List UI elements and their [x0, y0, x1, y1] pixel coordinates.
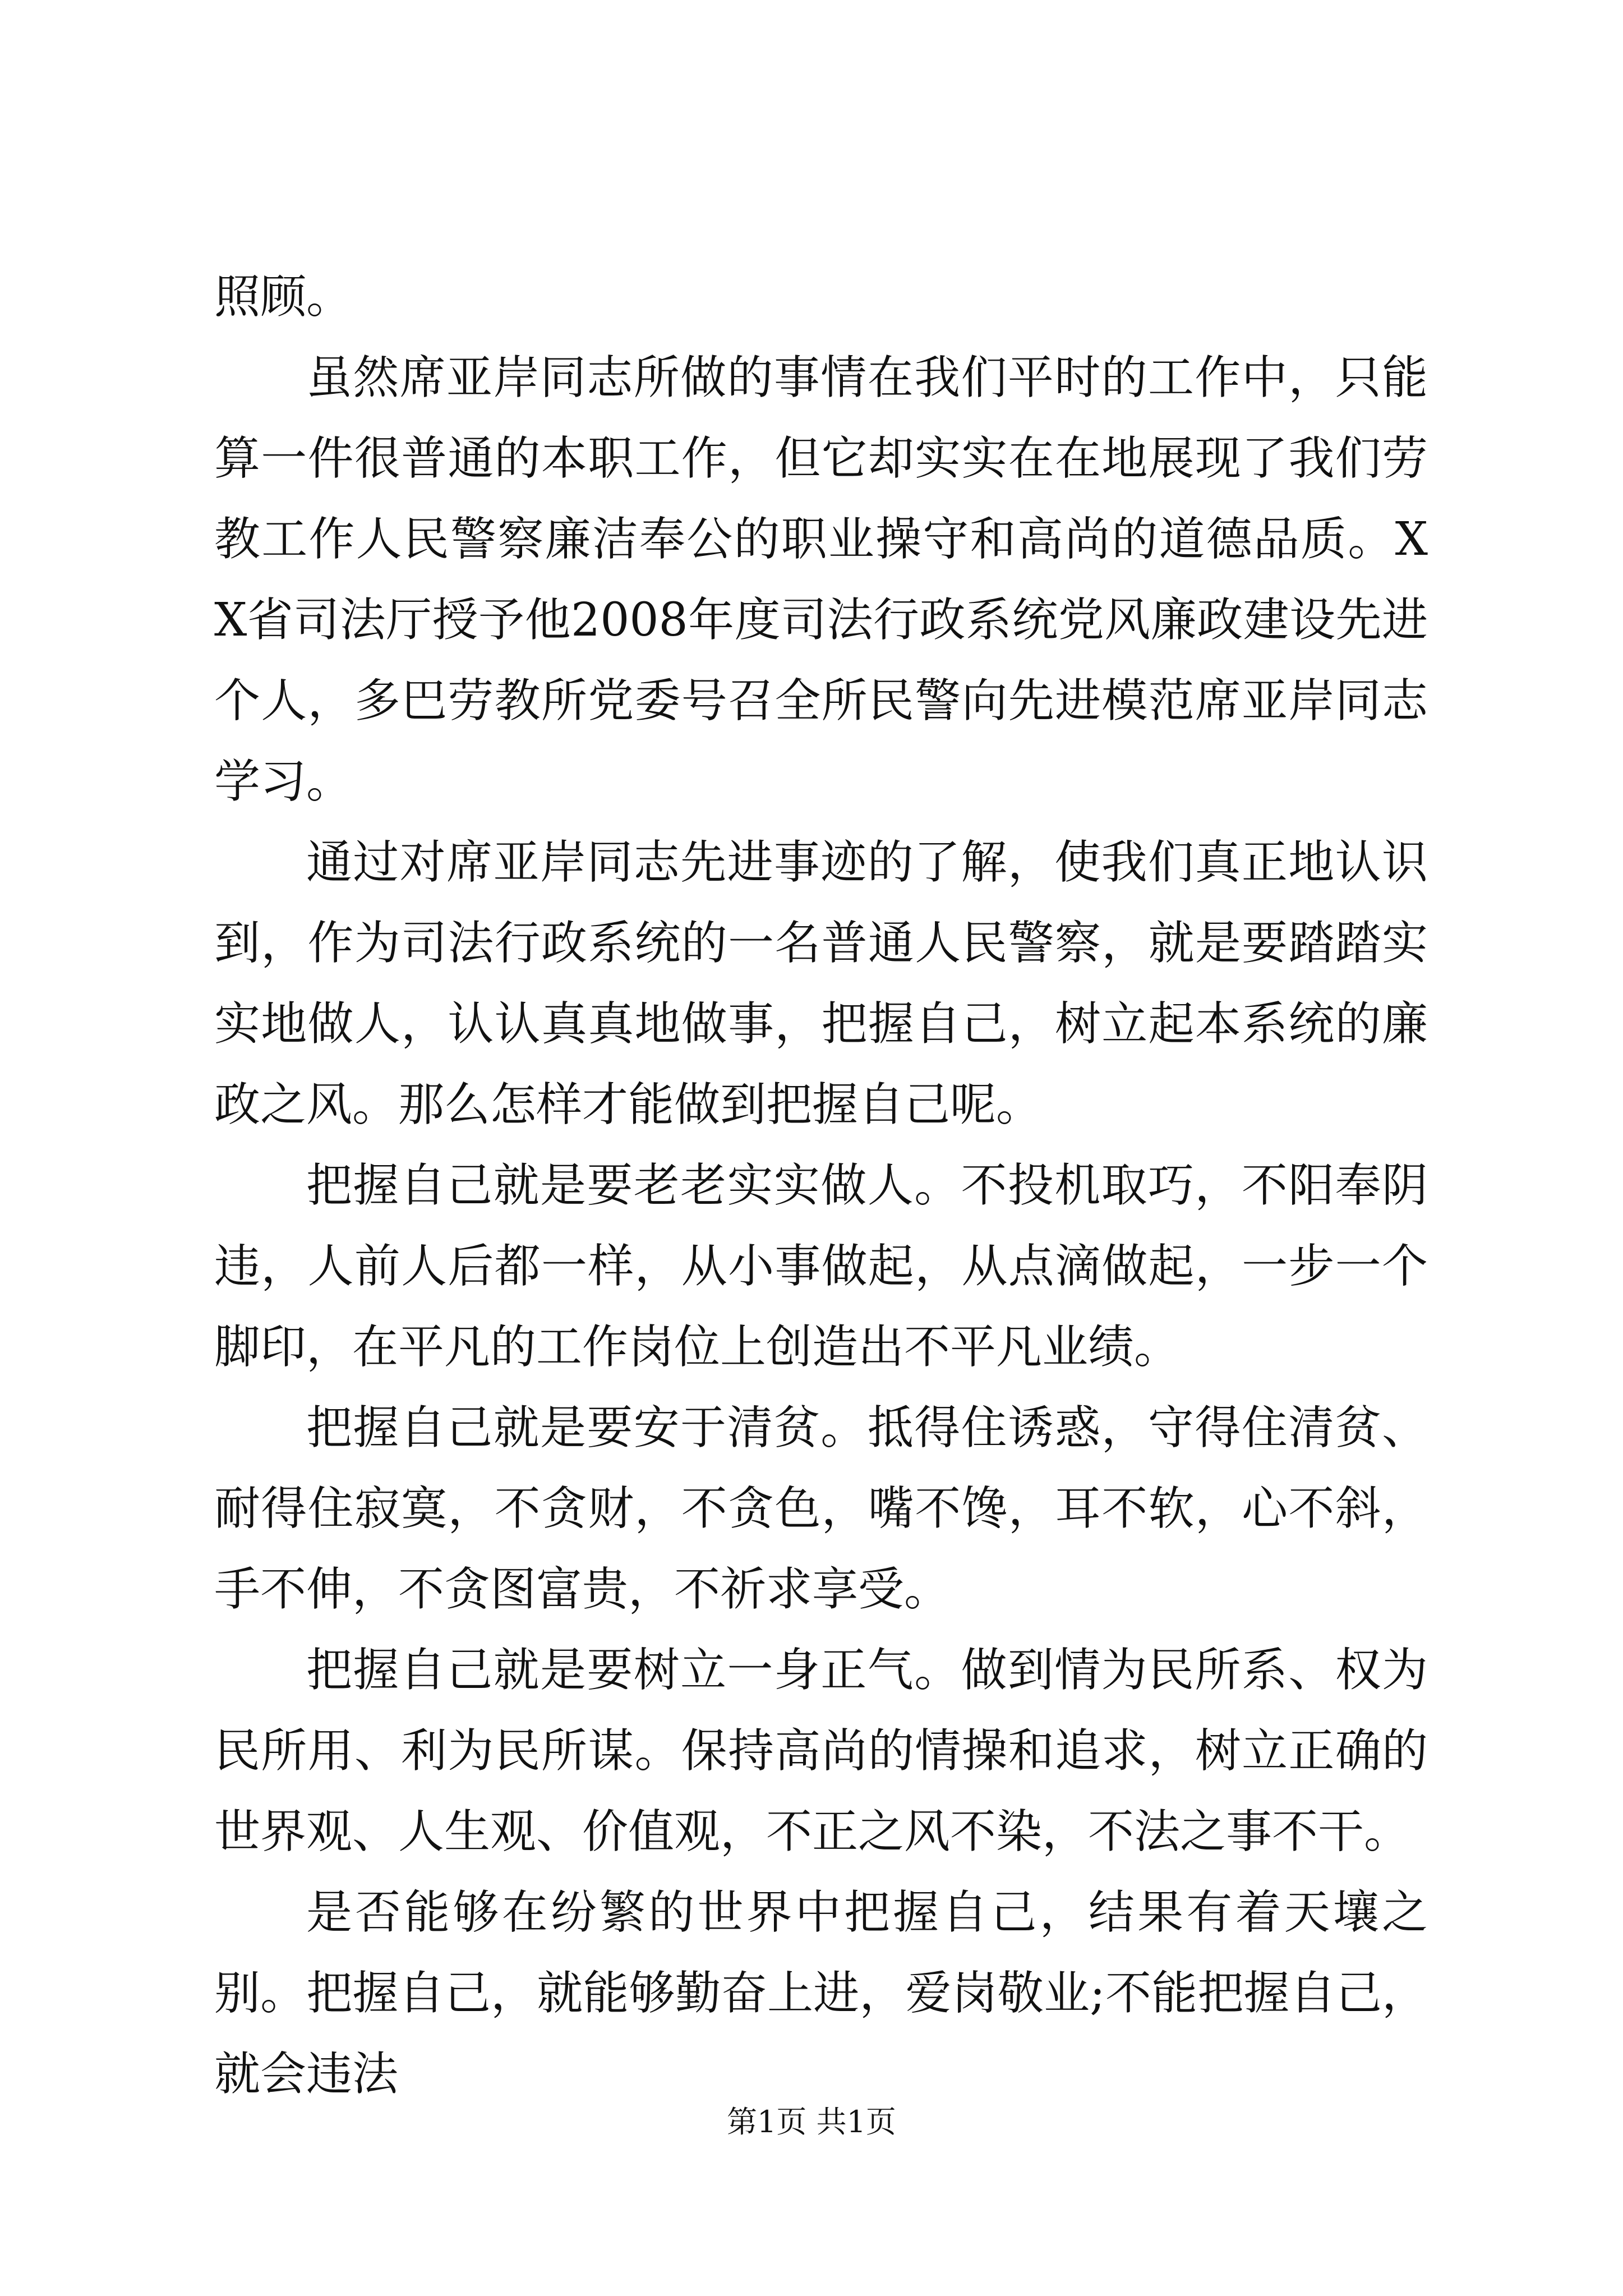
paragraph-7: 是否能够在纷繁的世界中把握自己，结果有着天壤之别。把握自己，就能够勤奋上进，爱岗敬业;不能把握自己，就会违法	[214, 1886, 1428, 2101]
paragraph-6: 把握自己就是要树立一身正气。做到情为民所系、权为民所用、利为民所谋。保持高尚的情操和追求，树立正确的世界观、人生观、价值观，不正之风不染，不法之事不干。	[214, 1644, 1428, 1858]
page-footer: 第1页 共1页	[727, 2104, 896, 2139]
paragraph-5: 把握自己就是要安于清贫。抵得住诱惑，守得住清贫、耐得住寂寞，不贪财，不贪色，嘴不馋，耳不软，心不斜，手不伸，不贪图富贵，不祈求享受。	[214, 1401, 1428, 1616]
paragraph-2: 虽然席亚岸同志所做的事情在我们平时的工作中，只能算一件很普通的本职工作，但它却实实在在地展现了我们劳教工作人民警察廉洁奉公的职业操守和高尚的道德品质。XX省司法厅授予他2008年度司法行政系统党风廉政建设先进个人，多巴劳教所党委号召全所民警向先进模范席亚岸同志学习。	[214, 351, 1428, 808]
document-body	[214, 257, 1428, 2115]
paragraph-1: 照顾。	[214, 270, 353, 324]
paragraph-3: 通过对席亚岸同志先进事迹的了解，使我们真正地认识到，作为司法行政系统的一名普通人民警察，就是要踏踏实实地做人，认认真真地做事，把握自己，树立起本系统的廉政之风。那么怎样才能做到把握自己呢。	[214, 836, 1428, 1131]
paragraph-4: 把握自己就是要老老实实做人。不投机取巧，不阳奉阴违，人前人后都一样，从小事做起，从点滴做起，一步一个脚印，在平凡的工作岗位上创造出不平凡业绩。	[214, 1159, 1428, 1374]
